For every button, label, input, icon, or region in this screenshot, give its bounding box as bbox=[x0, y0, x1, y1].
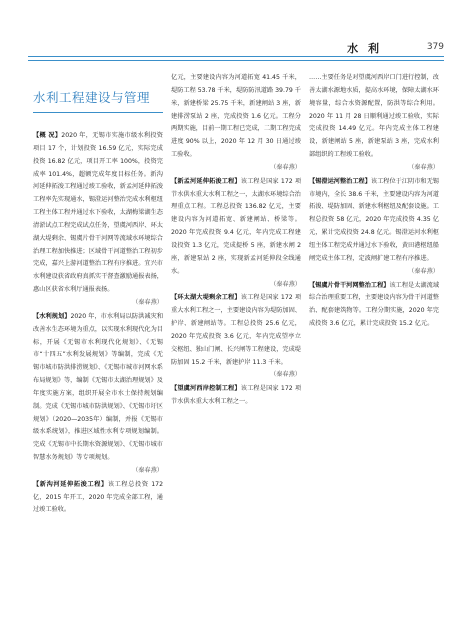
entry-text: 该工程总投资 172 亿，2015 年开工，2020 年完成全部工程，通过竣工验收。 bbox=[33, 480, 164, 514]
entry-heading: 【新沟河延伸拓浚工程】 bbox=[33, 480, 108, 488]
entry-text: 该工程位于江阴市和无锡市境内，全长 38.6 千米，主要建设内容为河道拓浚、堤防加固、新建水利枢纽及配套设施。工程总投资 58 亿元，2020 年完成投资 4.35 亿元，累计完成投资 24.8 亿元。锡澄运河水利枢纽主体工程完成并通过水下验收，黄田港枢纽船闸完成主体工程，定波闸扩建工程有序推进。 bbox=[309, 177, 439, 262]
page-number: 379 bbox=[426, 42, 444, 52]
entry-text: 该工程是太湖流域综合治理重要工程，主要建设内容为骨干河道整治、配套建筑物等。工程分期实施，2020 年完成投资 3.6 亿元，累计完成投资 15.2 亿元。 bbox=[309, 281, 440, 328]
page-header bbox=[28, 40, 444, 60]
author-signature: （秦春燕） bbox=[270, 280, 301, 288]
entry-heading: 【概 况】 bbox=[33, 132, 62, 139]
column-right bbox=[309, 72, 439, 331]
entry-heading: 【新孟河延伸拓浚工程】 bbox=[171, 177, 241, 185]
entry-heading: 【望虞河西岸控制工程】 bbox=[171, 385, 241, 393]
section-rule bbox=[33, 112, 163, 113]
column-left bbox=[33, 72, 163, 517]
entry-heading: 【水利规划】 bbox=[33, 312, 71, 320]
entry-text: 2020 年，无锡市实施市级水利投资项目 17 个，计划投资 16.59 亿元，实际完成投资 16.82 亿元，项目开工率 100%，投资完成率 101.4%，超额完成年度目标任务。新沟河延伸拓浚工程通过竣工验收，新孟河延伸拓浚工程率先实现通水，锡澄运河整治完成水利枢纽工程主体工程并通过水下验收，太湖梅梁湖生态清淤试点工程完成试点任务，望虞河西岸、环太湖大堤剩余、锡虞片骨干河网等流域水环境综合治理工程加快推进；区域骨干河道整治工程初步完成，嘉兴上游河道整治工程有序推进。宜兴市水利建设获省政府真抓实干督查激励通报表扬，惠山区获省水利厅通报表扬。 bbox=[33, 132, 163, 294]
author-signature: （秦春燕） bbox=[408, 267, 439, 275]
article-paragraph bbox=[309, 72, 439, 162]
entry-text: 2020 年，市水利局以防洪减灾和改善水生态环境为重点，以实现水利现代化为目标，开展《无锡市水利现代化规划》、《无锡市“十四五”水利发展规划》等编制，完成《无锡市城市防洪排涝规划》、《无锡市城市河网水系布局规划》等，编制《无锡市太湖治理规划》及年度实施方案，组织开展全市水土保持规划编制。完成《无锡市城市防洪规划》、《无锡市圩区规划》（2020—2035年）编制，并报《无锡市级水系统划》，推进区域性水利专项规划编制。完成《无锡市中长期水资源规划》、《无锡市城市智慧水务规划》等专项规划。 bbox=[33, 312, 164, 462]
article-paragraph bbox=[171, 383, 301, 409]
entry-text: 该工程是国家 172 项重大水利工程之一，主要建设内容为堤防加固、护岸、新建闸站等。工程总投资 25.6 亿元，2020 年完成投资 3.6 亿元，年内完成望亭立交枢纽、独山门闸、长兴闸等工程建设，完成堤防加固 15.2 千米，新建护岸 11.3 千米。 bbox=[171, 294, 302, 366]
article-paragraph bbox=[171, 292, 301, 369]
section-title: 水利工程建设与管理 bbox=[33, 90, 151, 105]
column-body bbox=[171, 72, 301, 409]
article-paragraph bbox=[33, 130, 163, 297]
author-signature: （秦春燕） bbox=[270, 163, 301, 171]
running-title: 水 利 bbox=[347, 42, 382, 55]
author-signature: （秦春燕） bbox=[270, 371, 301, 379]
column-body bbox=[309, 72, 439, 331]
header-rule bbox=[28, 56, 444, 61]
entry-text: 该工程是国家 172 项节水供水重大水利工程之一，太湖水环境综合治理重点工程。工程总投资 136.82 亿元，主要建设内容为河道拓宽、新建闸站、桥梁等。2020 年完成投资 9.4 亿元，年内完成工程建设投资 1.3 亿元，完成提桥 5 座，新建水闸 2 座，新建泵站 2 座，实现新孟河延伸段全线通水。 bbox=[171, 177, 302, 275]
section-title-block bbox=[33, 72, 163, 130]
column-body bbox=[33, 130, 163, 517]
entry-heading: 【锡虞片骨干河网整治工程】 bbox=[309, 281, 390, 289]
entry-heading: 【锡澄运河整治工程】 bbox=[309, 177, 371, 185]
article-paragraph bbox=[33, 479, 163, 518]
article-paragraph bbox=[171, 176, 301, 279]
column-middle bbox=[171, 72, 301, 409]
article-paragraph bbox=[171, 72, 301, 162]
article-paragraph bbox=[309, 280, 439, 331]
entry-text: ……主要任务是对望虞河西岸口门进行控制，改善太湖水源地水质，提高水环境，保障太湖水环境容量，综合水资源配置，防洪等综合利用。2020 年 11 月 28 日顺利通过竣工验收，实际完成投资 14.49 亿元。年内完成主体工程建设，新建闸站 5 座，新建泵站 3 座，完成水利部组织的工程竣工验收。 bbox=[309, 74, 439, 159]
entry-text: 亿元，主要建设内容为河道拓宽 41.45 千米，堤防工程 53.78 千米，堤防防汛道路 39.79 千米，新建桥梁 25.75 千米，新建闸站 3 座，新建排涝泵站 2 座，完成投资 1.6 亿元。工程分两期实施，目前一期工程已完成，二期工程完成进度 90% 以上，2020 年 12 月 30 日通过竣工验收。 bbox=[171, 74, 301, 159]
entry-heading: 【环太湖大堤剩余工程】 bbox=[171, 294, 241, 302]
author-signature: （秦春燕） bbox=[132, 466, 163, 474]
author-signature: （秦春燕） bbox=[132, 298, 163, 306]
author-signature: （秦春燕） bbox=[408, 163, 439, 171]
article-paragraph bbox=[309, 176, 439, 266]
article-paragraph bbox=[33, 311, 163, 465]
entry-text: 该工程是国家 172 项节水供水重大水利工程之一。 bbox=[171, 385, 302, 406]
